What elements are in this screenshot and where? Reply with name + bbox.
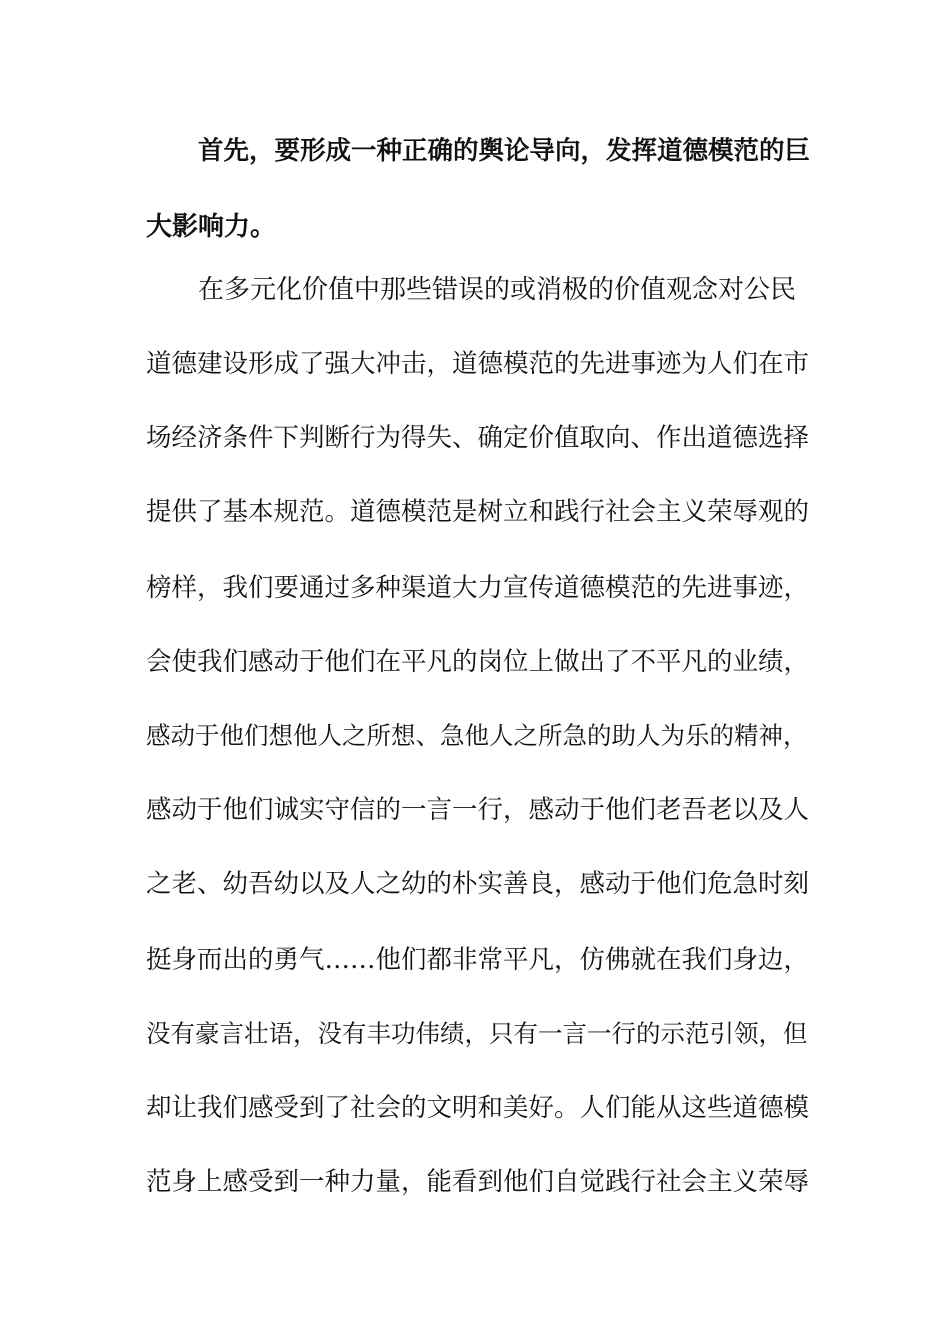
- body-line-2: 道德建设形成了强大冲击，道德模范的先进事迹为人们在市: [146, 349, 810, 379]
- heading-line-1: 首先，要形成一种正确的舆论导向，发挥道德模范的巨: [198, 136, 811, 166]
- heading-line-2: 大影响力。: [146, 212, 277, 242]
- body-line-6: 会使我们感动于他们在平凡的岗位上做出了不平凡的业绩，: [146, 647, 810, 677]
- body-line-4: 提供了基本规范。道德模范是树立和践行社会主义荣辱观的: [146, 497, 810, 527]
- body-line-8: 感动于他们诚实守信的一言一行，感动于他们老吾老以及人: [146, 795, 810, 825]
- body-line-7: 感动于他们想他人之所想、急他人之所急的助人为乐的精神，: [146, 721, 808, 750]
- body-line-11: 没有豪言壮语，没有丰功伟绩，只有一言一行的示范引领，但: [146, 1019, 808, 1048]
- body-line-10: 挺身而出的勇气……他们都非常平凡，仿佛就在我们身边，: [146, 945, 810, 975]
- body-line-9: 之老、幼吾幼以及人之幼的朴实善良，感动于他们危急时刻: [146, 869, 810, 899]
- body-line-13: 范身上感受到一种力量，能看到他们自觉践行社会主义荣辱: [146, 1167, 810, 1197]
- body-line-3: 场经济条件下判断行为得失、确定价值取向、作出道德选择: [146, 423, 810, 453]
- body-line-5: 榜样，我们要通过多种渠道大力宣传道德模范的先进事迹，: [146, 573, 810, 603]
- body-line-12: 却让我们感受到了社会的文明和美好。人们能从这些道德模: [146, 1093, 810, 1123]
- body-line-1: 在多元化价值中那些错误的或消极的价值观念对公民: [198, 275, 797, 305]
